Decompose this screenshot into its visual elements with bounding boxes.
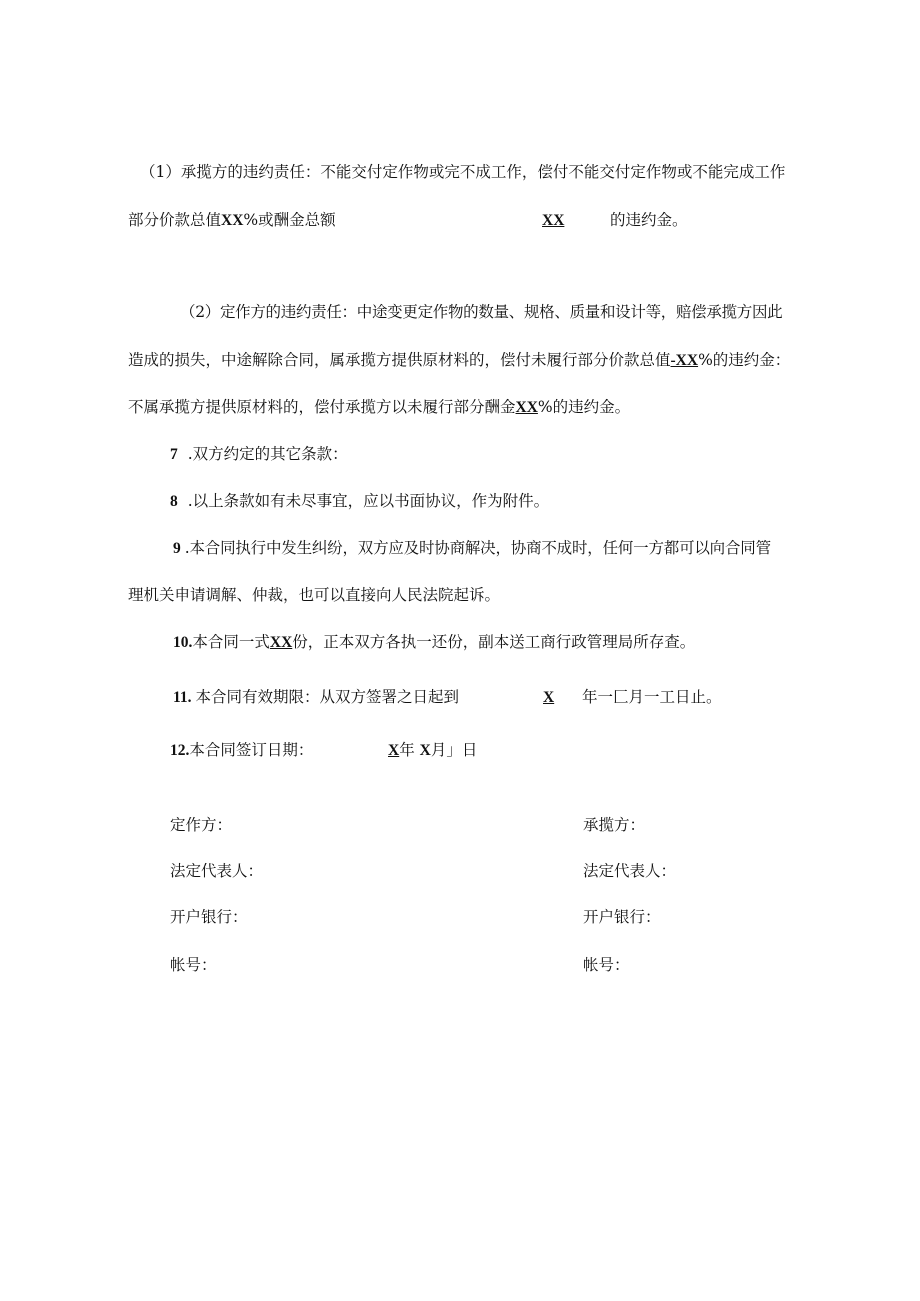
clause-number: 8 xyxy=(170,493,178,510)
clause-text: 年 xyxy=(399,741,415,759)
clause-1-text: 的违约金。 xyxy=(610,211,688,229)
account-label: 帐号： xyxy=(583,956,630,974)
clause-2-line-1 xyxy=(180,302,782,322)
bank-label: 开户银行： xyxy=(170,908,248,926)
clause-text: 本合同有效期限：从双方签署之日起到 xyxy=(195,688,460,706)
clause-2-text: 不属承揽方提供原材料的，偿付承揽方以未履行部分酬金 xyxy=(128,398,516,416)
clause-2-text: （2）定作方的违约责任：中途变更定作物的数量、规格、质量和设计等，赔偿承揽方因此 xyxy=(180,303,783,321)
blank-value: X xyxy=(543,689,555,706)
clause-9-line-1 xyxy=(173,538,771,559)
clause-1-line-2-blank xyxy=(542,210,564,231)
clause-text: .以上条款如有未尽事宜，应以书面协议，作为附件。 xyxy=(187,492,550,510)
clause-2-text: %的违约金： xyxy=(698,351,791,369)
clause-text: 年一匚月一工日止。 xyxy=(582,688,722,706)
clause-10 xyxy=(173,632,695,653)
bank-label: 开户银行： xyxy=(583,908,661,926)
clause-1-line-2 xyxy=(128,210,336,231)
blank-value: X xyxy=(388,742,400,759)
clause-1-text: 部分价款总值 xyxy=(128,211,222,229)
clause-text: .本合同执行中发生纠纷，双方应及时协商解决，协商不成时，任何一方都可以向合同管 xyxy=(184,539,771,557)
clause-text: 理机关申请调解、仲裁，也可以直接向人民法院起诉。 xyxy=(128,586,501,604)
clause-2-text: %的违约金。 xyxy=(537,398,631,416)
rep-label: 法定代表人： xyxy=(583,862,677,880)
clause-2-text: 造成的损失，中途解除合同，属承揽方提供原材料的，偿付未履行部分价款总值 xyxy=(128,351,671,369)
party-label: 定作方： xyxy=(170,816,233,834)
blank-value: XX xyxy=(221,212,244,229)
clause-2-line-2 xyxy=(128,350,790,371)
blank-value: XX xyxy=(515,399,538,416)
clause-1-line-2-end xyxy=(610,210,688,230)
clause-number: 7 xyxy=(170,446,178,463)
signature-right-rep xyxy=(583,861,676,881)
signature-right-account xyxy=(583,955,630,975)
clause-text: 份，正本双方各执一还份，副本送工商行政管理局所存查。 xyxy=(292,633,696,651)
clause-number: 10. xyxy=(173,634,193,651)
account-label: 帐号： xyxy=(170,956,217,974)
blank-value: X xyxy=(419,742,431,759)
clause-1-text: %或酬金总额 xyxy=(243,211,336,229)
clause-7 xyxy=(170,444,348,465)
clause-text: .双方约定的其它条款： xyxy=(187,445,348,463)
signature-left-party xyxy=(170,815,232,835)
clause-text: 本合同一式 xyxy=(192,633,270,651)
blank-value: XX xyxy=(542,212,565,229)
blank-value: XX xyxy=(269,634,293,651)
clause-text: 本合同签订日期： xyxy=(189,741,314,759)
clause-12 xyxy=(170,740,313,761)
party-label: 承揽方： xyxy=(583,816,646,834)
clause-11 xyxy=(173,687,459,708)
clause-11-blank xyxy=(543,687,554,708)
clause-text: 月」日 xyxy=(430,741,478,759)
clause-11-end xyxy=(582,687,722,707)
clause-number: 9 xyxy=(173,540,181,557)
clause-1-line-1 xyxy=(140,162,785,182)
clause-8 xyxy=(170,491,549,512)
signature-left-rep xyxy=(170,861,263,881)
signature-right-bank xyxy=(583,907,661,927)
clause-2-line-3 xyxy=(128,397,630,418)
clause-12-date xyxy=(388,740,477,761)
clause-9-line-2 xyxy=(128,585,500,605)
clause-number: 11. xyxy=(173,689,192,706)
signature-left-account xyxy=(170,955,217,975)
signature-right-party xyxy=(583,815,645,835)
clause-number: 12. xyxy=(170,742,190,759)
signature-left-bank xyxy=(170,907,248,927)
clause-1-text: （1）承揽方的违约责任：不能交付定作物或完不成工作，偿付不能交付定作物或不能完成工作 xyxy=(140,163,786,181)
blank-value: -XX xyxy=(670,352,699,369)
rep-label: 法定代表人： xyxy=(170,862,264,880)
